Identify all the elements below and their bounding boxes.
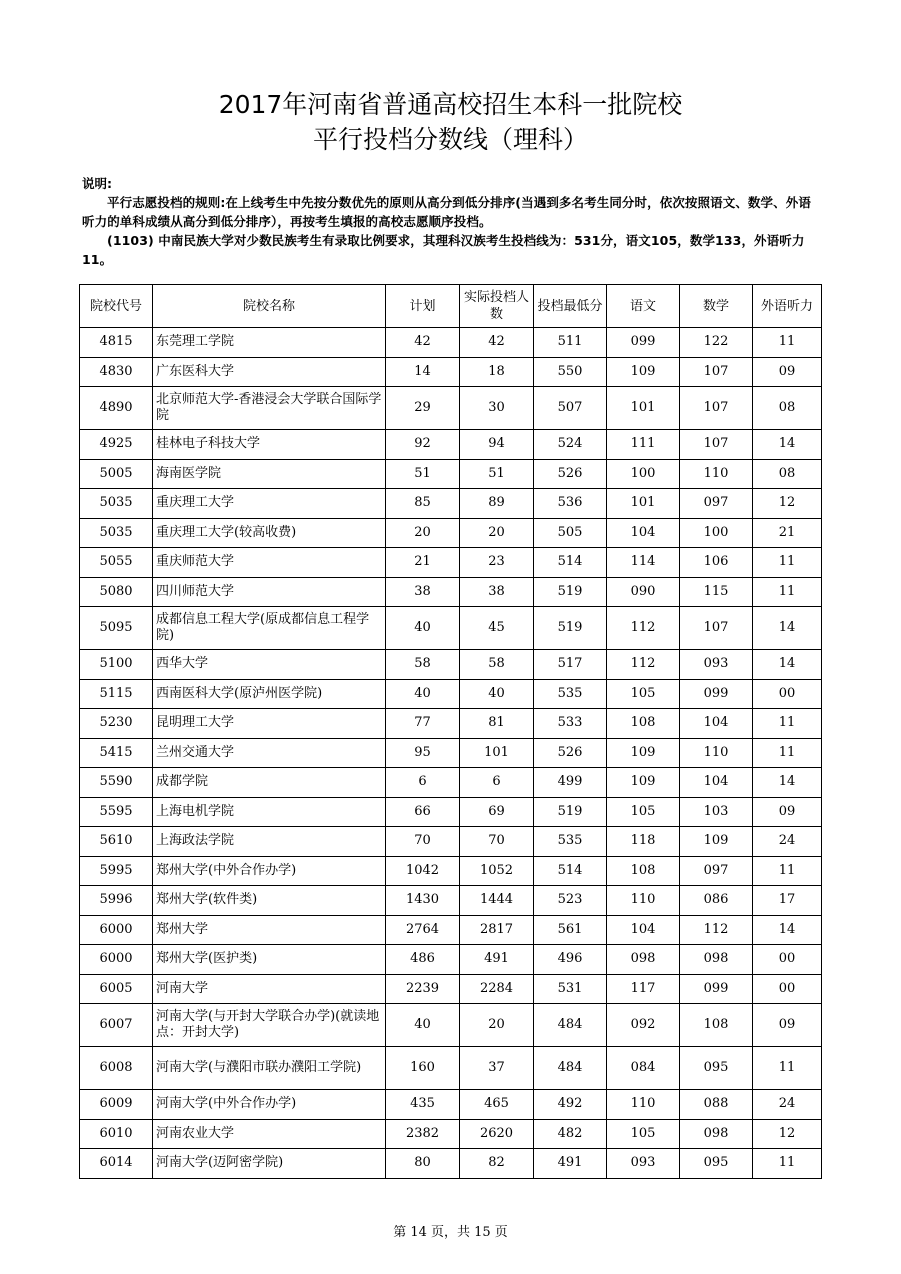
cell-chinese: 117 — [607, 974, 680, 1004]
cell-listening: 00 — [753, 974, 822, 1004]
table-row — [80, 709, 822, 739]
cell-actual-count: 37 — [460, 1047, 534, 1090]
cell-listening: 14 — [753, 915, 822, 945]
cell-chinese: 118 — [607, 827, 680, 857]
header-min-score: 投档最低分 — [534, 285, 607, 328]
cell-school-name: 河南大学(与开封大学联合办学)(就读地点：开封大学) — [153, 1004, 386, 1047]
table-row — [80, 387, 822, 430]
cell-math: 109 — [680, 827, 753, 857]
table-row — [80, 577, 822, 607]
cell-school-code: 6005 — [80, 974, 153, 1004]
table-row — [80, 1004, 822, 1047]
cell-school-code: 5095 — [80, 607, 153, 650]
cell-min-score: 484 — [534, 1004, 607, 1047]
cell-actual-count: 82 — [460, 1149, 534, 1179]
cell-school-name: 上海政法学院 — [153, 827, 386, 857]
cell-school-name: 四川师范大学 — [153, 577, 386, 607]
cell-school-name: 桂林电子科技大学 — [153, 430, 386, 460]
cell-math: 099 — [680, 679, 753, 709]
cell-listening: 08 — [753, 387, 822, 430]
cell-school-code: 4890 — [80, 387, 153, 430]
cell-plan: 58 — [386, 650, 460, 680]
cell-school-name: 重庆理工大学(较高收费) — [153, 518, 386, 548]
cell-listening: 11 — [753, 738, 822, 768]
cell-plan: 80 — [386, 1149, 460, 1179]
cell-min-score: 482 — [534, 1119, 607, 1149]
cell-plan: 160 — [386, 1047, 460, 1090]
cell-listening: 24 — [753, 827, 822, 857]
cell-actual-count: 2817 — [460, 915, 534, 945]
cell-actual-count: 94 — [460, 430, 534, 460]
cell-min-score: 499 — [534, 768, 607, 798]
cell-math: 103 — [680, 797, 753, 827]
table-row — [80, 768, 822, 798]
cell-school-code: 6010 — [80, 1119, 153, 1149]
cell-math: 100 — [680, 518, 753, 548]
cell-school-code: 4815 — [80, 328, 153, 358]
cell-plan: 2764 — [386, 915, 460, 945]
cell-plan: 40 — [386, 607, 460, 650]
cell-plan: 40 — [386, 1004, 460, 1047]
cell-school-code: 5055 — [80, 548, 153, 578]
cell-math: 098 — [680, 1119, 753, 1149]
cell-min-score: 492 — [534, 1090, 607, 1120]
cell-min-score: 517 — [534, 650, 607, 680]
cell-plan: 21 — [386, 548, 460, 578]
cell-school-name: 郑州大学 — [153, 915, 386, 945]
table-row — [80, 459, 822, 489]
cell-chinese: 093 — [607, 1149, 680, 1179]
cell-school-name: 兰州交通大学 — [153, 738, 386, 768]
cell-min-score: 526 — [534, 459, 607, 489]
cell-math: 112 — [680, 915, 753, 945]
cell-min-score: 523 — [534, 886, 607, 916]
cell-plan: 95 — [386, 738, 460, 768]
cell-school-name: 昆明理工大学 — [153, 709, 386, 739]
cell-plan: 435 — [386, 1090, 460, 1120]
cell-school-code: 5230 — [80, 709, 153, 739]
cell-school-name: 重庆师范大学 — [153, 548, 386, 578]
cell-min-score: 536 — [534, 489, 607, 519]
cell-plan: 42 — [386, 328, 460, 358]
cell-school-code: 6014 — [80, 1149, 153, 1179]
cell-chinese: 108 — [607, 709, 680, 739]
cell-plan: 66 — [386, 797, 460, 827]
cell-min-score: 561 — [534, 915, 607, 945]
cell-min-score: 511 — [534, 328, 607, 358]
cell-min-score: 531 — [534, 974, 607, 1004]
cell-listening: 11 — [753, 709, 822, 739]
cell-school-name: 河南大学(迈阿密学院) — [153, 1149, 386, 1179]
cell-actual-count: 30 — [460, 387, 534, 430]
cell-math: 104 — [680, 768, 753, 798]
cell-school-code: 6007 — [80, 1004, 153, 1047]
table-row — [80, 738, 822, 768]
page-title-line2: 平行投档分数线（理科） — [312, 125, 588, 154]
table-row — [80, 1090, 822, 1120]
table-row — [80, 548, 822, 578]
cell-actual-count: 2284 — [460, 974, 534, 1004]
cell-plan: 40 — [386, 679, 460, 709]
cell-school-name: 河南大学(中外合作办学) — [153, 1090, 386, 1120]
cell-chinese: 114 — [607, 548, 680, 578]
cell-math: 107 — [680, 387, 753, 430]
cell-chinese: 092 — [607, 1004, 680, 1047]
cell-listening: 17 — [753, 886, 822, 916]
cell-min-score: 514 — [534, 548, 607, 578]
table-header-row — [80, 285, 822, 328]
cell-school-code: 5595 — [80, 797, 153, 827]
cell-actual-count: 51 — [460, 459, 534, 489]
cell-chinese: 100 — [607, 459, 680, 489]
page-title-line1: 2017年河南省普通高校招生本科一批院校 — [218, 90, 683, 119]
cell-school-name: 成都学院 — [153, 768, 386, 798]
cell-min-score: 535 — [534, 679, 607, 709]
cell-listening: 11 — [753, 1149, 822, 1179]
cell-math: 107 — [680, 430, 753, 460]
cell-actual-count: 20 — [460, 1004, 534, 1047]
cell-actual-count: 491 — [460, 945, 534, 975]
cell-school-code: 5996 — [80, 886, 153, 916]
cell-listening: 14 — [753, 607, 822, 650]
cell-plan: 92 — [386, 430, 460, 460]
cell-school-code: 6000 — [80, 915, 153, 945]
admission-score-table — [79, 284, 822, 1179]
cell-school-code: 5035 — [80, 518, 153, 548]
cell-min-score: 535 — [534, 827, 607, 857]
cell-math: 095 — [680, 1047, 753, 1090]
cell-min-score: 505 — [534, 518, 607, 548]
table-row — [80, 1119, 822, 1149]
cell-school-name: 郑州大学(软件类) — [153, 886, 386, 916]
cell-plan: 1042 — [386, 856, 460, 886]
cell-actual-count: 2620 — [460, 1119, 534, 1149]
cell-actual-count: 23 — [460, 548, 534, 578]
cell-school-name: 郑州大学(医护类) — [153, 945, 386, 975]
cell-plan: 29 — [386, 387, 460, 430]
cell-chinese: 105 — [607, 679, 680, 709]
cell-listening: 11 — [753, 548, 822, 578]
table-row — [80, 886, 822, 916]
cell-chinese: 108 — [607, 856, 680, 886]
cell-school-code: 5080 — [80, 577, 153, 607]
cell-school-name: 广东医科大学 — [153, 357, 386, 387]
cell-school-name: 郑州大学(中外合作办学) — [153, 856, 386, 886]
cell-plan: 6 — [386, 768, 460, 798]
cell-listening: 11 — [753, 577, 822, 607]
cell-school-code: 6008 — [80, 1047, 153, 1090]
table-row — [80, 974, 822, 1004]
cell-school-name: 西华大学 — [153, 650, 386, 680]
table-row — [80, 430, 822, 460]
cell-listening: 00 — [753, 679, 822, 709]
notes-paragraph-2: (1103) 中南民族大学对少数民族考生有录取比例要求，其理科汉族考生投档线为：531分，语文105，数学133，外语听力11。 — [82, 233, 805, 267]
cell-math: 086 — [680, 886, 753, 916]
cell-listening: 09 — [753, 797, 822, 827]
cell-chinese: 105 — [607, 797, 680, 827]
cell-listening: 11 — [753, 856, 822, 886]
notes-section — [82, 174, 822, 269]
notes-heading: 说明: — [82, 176, 112, 191]
cell-school-name: 成都信息工程大学(原成都信息工程学院) — [153, 607, 386, 650]
cell-math: 107 — [680, 607, 753, 650]
cell-listening: 09 — [753, 1004, 822, 1047]
cell-listening: 12 — [753, 1119, 822, 1149]
cell-plan: 486 — [386, 945, 460, 975]
table-row — [80, 1149, 822, 1179]
cell-math: 099 — [680, 974, 753, 1004]
cell-listening: 09 — [753, 357, 822, 387]
cell-math: 093 — [680, 650, 753, 680]
header-math: 数学 — [680, 285, 753, 328]
cell-min-score: 484 — [534, 1047, 607, 1090]
cell-min-score: 519 — [534, 577, 607, 607]
cell-listening: 24 — [753, 1090, 822, 1120]
cell-actual-count: 81 — [460, 709, 534, 739]
cell-math: 097 — [680, 856, 753, 886]
cell-chinese: 111 — [607, 430, 680, 460]
cell-plan: 38 — [386, 577, 460, 607]
cell-min-score: 507 — [534, 387, 607, 430]
cell-school-name: 海南医学院 — [153, 459, 386, 489]
cell-math: 110 — [680, 459, 753, 489]
table-row — [80, 1047, 822, 1090]
cell-actual-count: 45 — [460, 607, 534, 650]
cell-chinese: 099 — [607, 328, 680, 358]
cell-chinese: 112 — [607, 650, 680, 680]
table-row — [80, 489, 822, 519]
cell-actual-count: 6 — [460, 768, 534, 798]
cell-math: 107 — [680, 357, 753, 387]
cell-actual-count: 1444 — [460, 886, 534, 916]
cell-actual-count: 38 — [460, 577, 534, 607]
cell-min-score: 519 — [534, 797, 607, 827]
cell-listening: 00 — [753, 945, 822, 975]
table-row — [80, 607, 822, 650]
cell-actual-count: 18 — [460, 357, 534, 387]
cell-min-score: 496 — [534, 945, 607, 975]
cell-school-name: 河南农业大学 — [153, 1119, 386, 1149]
cell-chinese: 112 — [607, 607, 680, 650]
cell-actual-count: 42 — [460, 328, 534, 358]
cell-listening: 11 — [753, 1047, 822, 1090]
cell-actual-count: 69 — [460, 797, 534, 827]
cell-school-code: 4925 — [80, 430, 153, 460]
table-row — [80, 357, 822, 387]
cell-math: 122 — [680, 328, 753, 358]
cell-school-name: 北京师范大学-香港浸会大学联合国际学院 — [153, 387, 386, 430]
cell-school-code: 6009 — [80, 1090, 153, 1120]
cell-actual-count: 58 — [460, 650, 534, 680]
cell-math: 098 — [680, 945, 753, 975]
header-school-code: 院校代号 — [80, 285, 153, 328]
cell-min-score: 519 — [534, 607, 607, 650]
cell-plan: 14 — [386, 357, 460, 387]
cell-chinese: 109 — [607, 738, 680, 768]
cell-school-code: 5995 — [80, 856, 153, 886]
cell-plan: 77 — [386, 709, 460, 739]
cell-school-code: 5115 — [80, 679, 153, 709]
page-footer: 第 14 页，共 15 页 — [393, 1225, 508, 1240]
cell-plan: 2239 — [386, 974, 460, 1004]
cell-school-name: 河南大学 — [153, 974, 386, 1004]
cell-school-name: 重庆理工大学 — [153, 489, 386, 519]
table-row — [80, 945, 822, 975]
cell-chinese: 109 — [607, 357, 680, 387]
notes-paragraph-1: 平行志愿投档的规则:在上线考生中先按分数优先的原则从高分到低分排序(当遇到多名考生同分时，依次按照语文、数学、外语听力的单科成绩从高分到低分排序），再按考生填报的高校志愿顺序投档。 — [82, 195, 811, 229]
cell-actual-count: 20 — [460, 518, 534, 548]
cell-listening: 14 — [753, 650, 822, 680]
cell-min-score: 514 — [534, 856, 607, 886]
cell-school-code: 5415 — [80, 738, 153, 768]
cell-math: 095 — [680, 1149, 753, 1179]
table-row — [80, 915, 822, 945]
cell-listening: 08 — [753, 459, 822, 489]
cell-chinese: 104 — [607, 518, 680, 548]
cell-plan: 1430 — [386, 886, 460, 916]
table-row — [80, 650, 822, 680]
cell-min-score: 550 — [534, 357, 607, 387]
cell-math: 115 — [680, 577, 753, 607]
cell-listening: 14 — [753, 430, 822, 460]
cell-chinese: 109 — [607, 768, 680, 798]
cell-chinese: 110 — [607, 886, 680, 916]
cell-actual-count: 89 — [460, 489, 534, 519]
cell-listening: 12 — [753, 489, 822, 519]
cell-actual-count: 465 — [460, 1090, 534, 1120]
table-row — [80, 827, 822, 857]
cell-school-name: 河南大学(与濮阳市联办濮阳工学院) — [153, 1047, 386, 1090]
cell-school-code: 5590 — [80, 768, 153, 798]
cell-chinese: 101 — [607, 387, 680, 430]
cell-math: 110 — [680, 738, 753, 768]
cell-school-name: 上海电机学院 — [153, 797, 386, 827]
header-actual-count: 实际投档人数 — [460, 285, 534, 328]
cell-school-code: 4830 — [80, 357, 153, 387]
cell-actual-count: 70 — [460, 827, 534, 857]
cell-chinese: 110 — [607, 1090, 680, 1120]
cell-min-score: 491 — [534, 1149, 607, 1179]
cell-math: 108 — [680, 1004, 753, 1047]
cell-plan: 20 — [386, 518, 460, 548]
header-chinese: 语文 — [607, 285, 680, 328]
table-row — [80, 679, 822, 709]
cell-min-score: 526 — [534, 738, 607, 768]
cell-school-name: 西南医科大学(原泸州医学院) — [153, 679, 386, 709]
cell-math: 088 — [680, 1090, 753, 1120]
cell-plan: 51 — [386, 459, 460, 489]
header-plan: 计划 — [386, 285, 460, 328]
cell-chinese: 101 — [607, 489, 680, 519]
cell-listening: 11 — [753, 328, 822, 358]
cell-chinese: 105 — [607, 1119, 680, 1149]
table-row — [80, 856, 822, 886]
header-listening: 外语听力 — [753, 285, 822, 328]
cell-math: 104 — [680, 709, 753, 739]
cell-school-code: 6000 — [80, 945, 153, 975]
cell-plan: 85 — [386, 489, 460, 519]
cell-school-code: 5035 — [80, 489, 153, 519]
cell-min-score: 524 — [534, 430, 607, 460]
cell-plan: 70 — [386, 827, 460, 857]
cell-plan: 2382 — [386, 1119, 460, 1149]
cell-actual-count: 1052 — [460, 856, 534, 886]
cell-actual-count: 101 — [460, 738, 534, 768]
cell-listening: 14 — [753, 768, 822, 798]
cell-chinese: 098 — [607, 945, 680, 975]
cell-school-code: 5005 — [80, 459, 153, 489]
cell-chinese: 090 — [607, 577, 680, 607]
table-row — [80, 797, 822, 827]
table-row — [80, 518, 822, 548]
table-row — [80, 328, 822, 358]
cell-school-code: 5610 — [80, 827, 153, 857]
cell-math: 097 — [680, 489, 753, 519]
cell-school-code: 5100 — [80, 650, 153, 680]
header-school-name: 院校名称 — [153, 285, 386, 328]
cell-actual-count: 40 — [460, 679, 534, 709]
cell-listening: 21 — [753, 518, 822, 548]
cell-min-score: 533 — [534, 709, 607, 739]
cell-school-name: 东莞理工学院 — [153, 328, 386, 358]
cell-chinese: 084 — [607, 1047, 680, 1090]
cell-math: 106 — [680, 548, 753, 578]
cell-chinese: 104 — [607, 915, 680, 945]
